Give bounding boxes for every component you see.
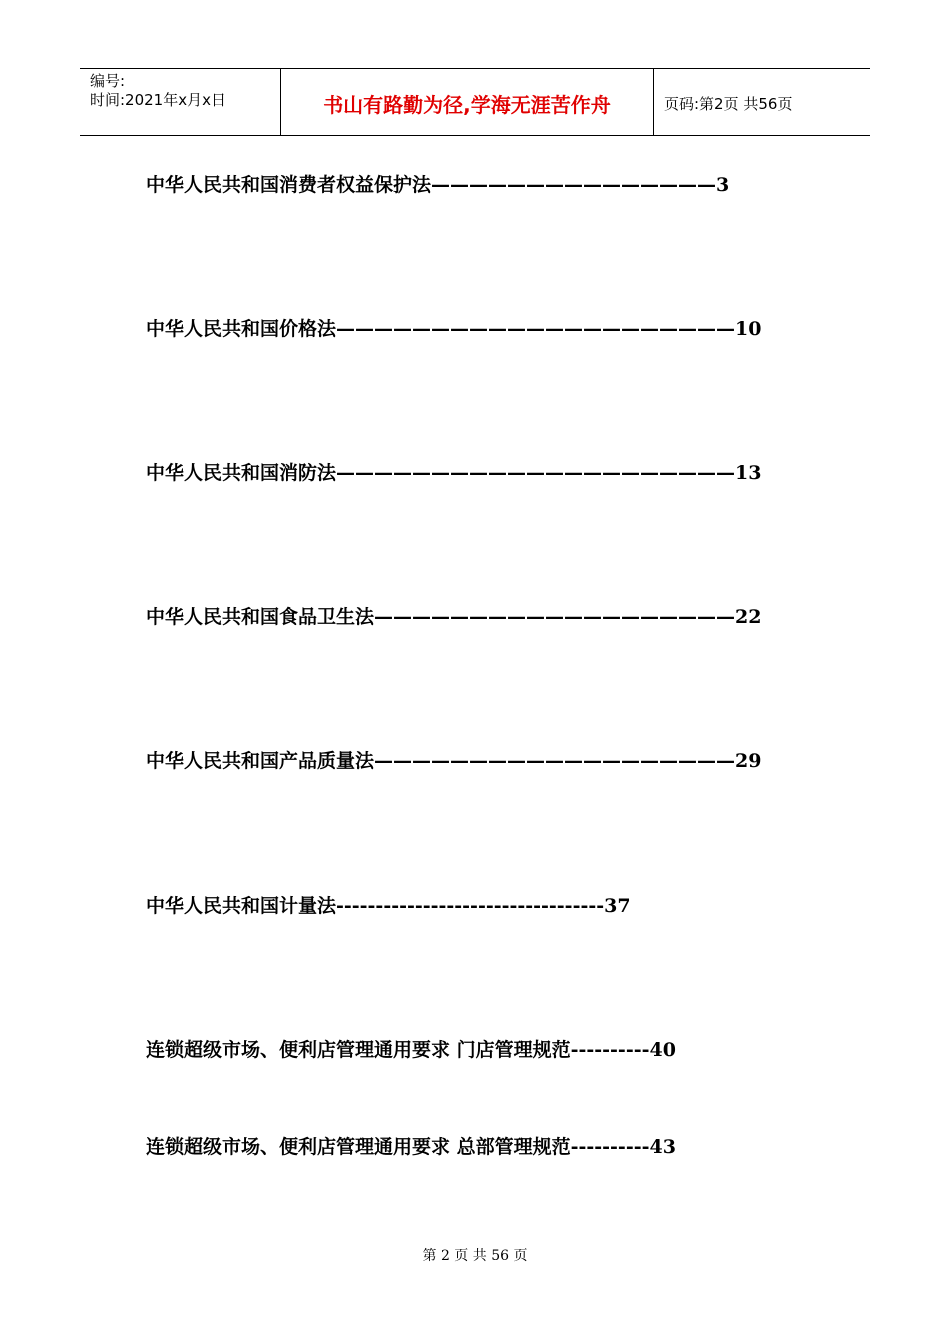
header-motto: 书山有路勤为径,学海无涯苦作舟 bbox=[281, 69, 654, 135]
toc-entry-headquarters-management-spec[interactable]: 连锁超级市场、便利店管理通用要求 总部管理规范----------43 bbox=[146, 1136, 676, 1158]
toc-entry-consumer-rights-law[interactable]: 中华人民共和国消费者权益保护法———————————————3 bbox=[146, 174, 730, 196]
header-meta bbox=[80, 69, 281, 135]
document-number-label: 编号: bbox=[90, 72, 126, 90]
toc-entry-metrology-law[interactable]: 中华人民共和国计量法----------------------------------37 bbox=[146, 895, 631, 917]
header-page-info: 页码:第2页 共56页 bbox=[664, 95, 793, 113]
page-footer: 第 2 页 共 56 页 bbox=[422, 1248, 528, 1264]
toc-entry-product-quality-law[interactable]: 中华人民共和国产品质量法———————————————————29 bbox=[146, 750, 762, 772]
toc-entry-fire-protection-law[interactable]: 中华人民共和国消防法—————————————————————13 bbox=[146, 462, 762, 484]
toc-entry-store-management-spec[interactable]: 连锁超级市场、便利店管理通用要求 门店管理规范----------40 bbox=[146, 1039, 676, 1061]
toc-entry-food-hygiene-law[interactable]: 中华人民共和国食品卫生法———————————————————22 bbox=[146, 606, 762, 628]
toc-entry-price-law[interactable]: 中华人民共和国价格法—————————————————————10 bbox=[146, 318, 762, 340]
document-time-label: 时间:2021年x月x日 bbox=[90, 91, 226, 109]
page-header bbox=[80, 68, 870, 136]
